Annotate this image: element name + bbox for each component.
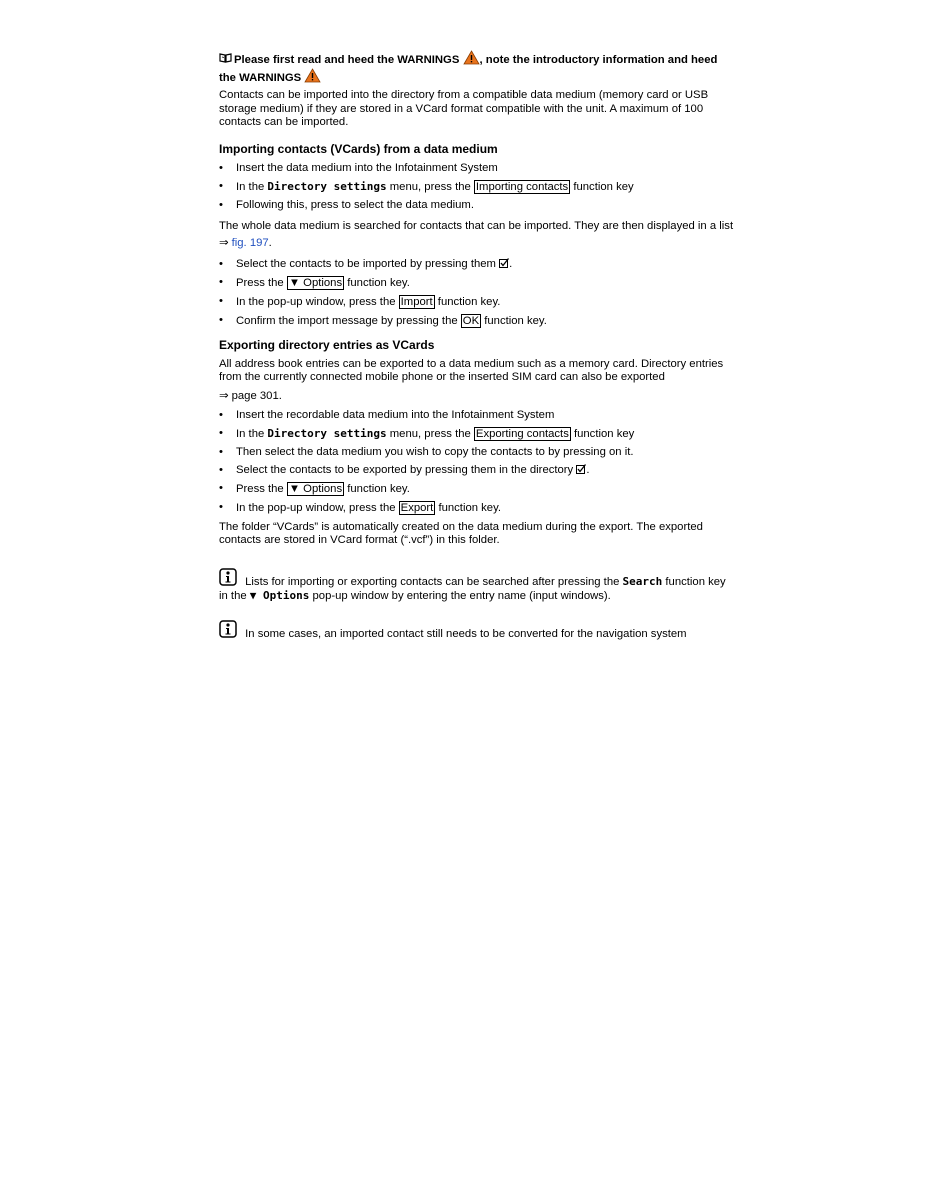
step-text: Insert the recordable data medium into the Infotainment System [236, 408, 555, 421]
warning-text-mid: , note the introductory information and heed [479, 54, 718, 66]
warning-text-1: Please first read and heed the WARNINGS [234, 54, 460, 66]
page-content [219, 50, 734, 641]
options-key: ▼ Options [288, 483, 343, 496]
step-text: Press the [236, 277, 287, 290]
list-item [219, 446, 734, 460]
step-text: menu, press the [386, 180, 474, 193]
info-note-navigation [219, 620, 734, 642]
step-text: function key. [435, 502, 502, 515]
step-text: function key [570, 428, 635, 441]
list-item [219, 258, 734, 272]
exporting-contacts-key: Exporting contacts [475, 428, 569, 441]
step-text: In the pop-up window, press the [236, 502, 399, 515]
checkbox-checked-icon [576, 464, 586, 474]
list-item [219, 162, 734, 176]
book-icon [219, 53, 232, 63]
importing-contacts-key: Importing contacts [475, 180, 569, 193]
import-heading: Importing contacts (VCards) from a data medium [219, 141, 498, 156]
import-paragraph [219, 218, 734, 252]
step-text: function key. [344, 277, 410, 290]
list-item [219, 295, 734, 310]
step-text: Select the contacts to be exported by pressing them in the directory [236, 464, 577, 477]
warning-text-2: the WARNINGS [219, 71, 302, 84]
options-key: ▼ Options [249, 589, 310, 603]
export-steps [219, 409, 734, 516]
ok-key: OK [462, 315, 480, 328]
search-key: Search [622, 574, 663, 588]
info-icon [219, 620, 237, 638]
step-text: menu, press the [386, 428, 474, 441]
export-heading: Exporting directory entries as VCards [219, 337, 435, 352]
step-text: Press the [236, 483, 287, 496]
list-item [219, 409, 734, 423]
list-item [219, 501, 734, 516]
options-key: ▼ Options [288, 277, 343, 290]
note-text: Lists for importing or exporting contacts can be searched after pressing the [242, 575, 623, 588]
step-text: Select the contacts to be imported by pressing them [236, 258, 500, 271]
list-item [219, 276, 734, 291]
note-text: In some cases, an imported contact still needs to be converted for the navigation system [242, 627, 687, 640]
step-text: function key. [434, 296, 501, 309]
step-text: function key. [481, 315, 547, 328]
list-item [219, 427, 734, 442]
step-text: Following this, press to select the data medium. [236, 198, 474, 211]
import-steps-2 [219, 258, 734, 329]
import-steps [219, 162, 734, 213]
step-text: . [586, 464, 590, 477]
intro-description: Contacts can be imported into the directory from a compatible data medium (memory card or USB storage medium) if they are stored in a VCard format compatible with the unit. A maximum of 100 contacts can be imported. [219, 89, 709, 128]
step-text: In the [236, 428, 268, 441]
step-text: Insert the data medium into the Infotainment System [236, 161, 498, 174]
import-key: Import [400, 296, 433, 309]
list-item [219, 199, 734, 213]
step-text: function key. [344, 483, 410, 496]
step-text: In the [236, 180, 268, 193]
export-page-ref: ⇒ page 301. [219, 389, 282, 402]
note-text: function key in the [219, 575, 726, 603]
step-text: Confirm the import message by pressing the [236, 315, 461, 328]
step-text: Then select the data medium you wish to copy the contacts to by pressing on it. [236, 446, 634, 459]
step-text: . [509, 258, 513, 271]
checkbox-checked-icon [499, 258, 509, 268]
step-text: In the pop-up window, press the [236, 296, 399, 309]
warning-intro [219, 50, 734, 85]
warning-triangle-icon [304, 68, 321, 83]
fig-link[interactable]: fig. 197 [231, 237, 269, 250]
folder-note: The folder “VCards” is automatically created on the data medium during the export. The exported contacts are stored in VCard format (“.vcf”) in this folder. [219, 520, 703, 547]
list-item [219, 180, 734, 195]
list-item [219, 482, 734, 497]
list-item [219, 464, 734, 478]
menu-name: Directory settings [267, 427, 387, 441]
menu-name: Directory settings [267, 179, 387, 193]
info-note-search [219, 568, 734, 604]
export-key: Export [400, 502, 434, 515]
step-text: function key [570, 180, 634, 193]
export-paragraph: All address book entries can be exported to a data medium such as a memory card. Directory entries from the currently connected mobile phone or the inserted SIM card can also be exported [219, 357, 724, 384]
note-text: pop-up window by entering the entry name (input windows). [309, 590, 611, 603]
para-text: The whole data medium is searched for contacts that can be imported. They are then displayed in a list ⇒ [219, 220, 734, 250]
para-text: . [268, 237, 272, 250]
list-item [219, 314, 734, 329]
info-icon [219, 568, 237, 586]
warning-triangle-icon [463, 50, 480, 65]
